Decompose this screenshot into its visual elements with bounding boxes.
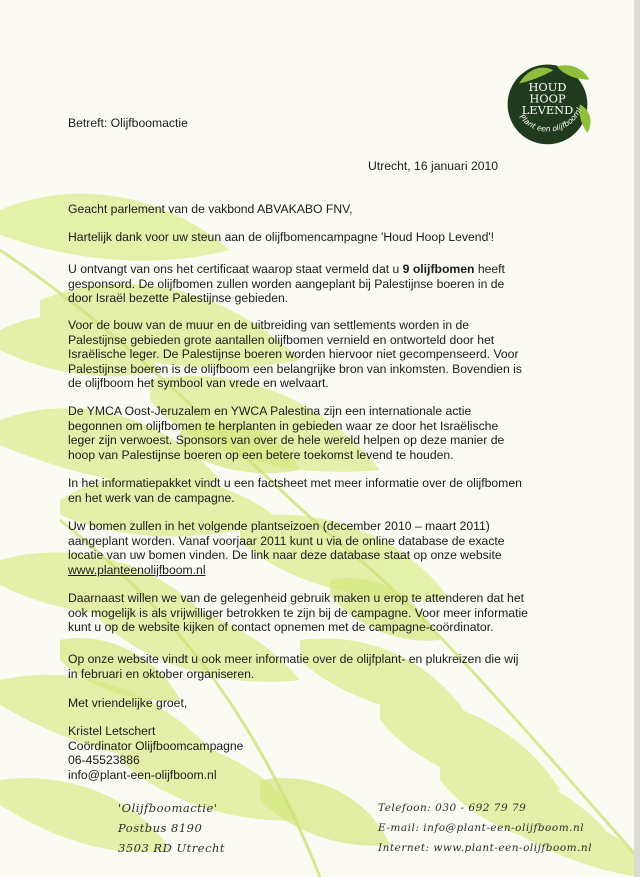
footer-contact [378, 798, 592, 858]
footer-email: E-mail: info@plant-een-olijfboom.nl [378, 822, 585, 834]
website-link[interactable]: www.planteenolijfboom.nl [68, 562, 206, 577]
tree-count: 9 olijfbomen [402, 262, 475, 276]
houd-hoop-levend-logo [500, 55, 595, 150]
footer-phone: Telefoon: 030 - 692 79 79 [378, 802, 527, 814]
paragraph-infopack [68, 476, 538, 505]
paragraph-line: In het informatiepakket vindt u een factsheet met meer informatie over de olijfbomen [68, 476, 522, 490]
paragraph-line: Voor de bouw van de muur en de uitbreiding van settlements worden in de [68, 318, 470, 332]
scan-edge [634, 0, 640, 877]
paragraph-thanks [68, 230, 538, 245]
footer-website: Internet: www.plant-een-olijfboom.nl [378, 842, 593, 854]
paragraph-line: Daarnaast willen we van de gelegenheid gebruik maken u erop te attenderen dat het [68, 591, 524, 605]
paragraph-line: en het werk van de campagne. [68, 490, 235, 505]
paragraph-context [68, 318, 538, 391]
line-text: U ontvangt van ons het certificaat waarop staat vermeld dat u [68, 262, 403, 276]
paragraph-volunteer [68, 591, 538, 635]
footer-org: 'Olijfboomactie' [118, 801, 218, 815]
paragraph-line [68, 262, 538, 277]
paragraph-line: in februari en oktober organiseren. [68, 666, 255, 681]
footer-address [118, 798, 225, 858]
paragraph-line: leger zijn verwoest. Sponsors van over de hele wereld helpen op deze manier de [68, 433, 505, 448]
paragraph-line: hoop van Palestijnse boeren op een betere toekomst levend te houden. [68, 447, 454, 462]
paragraph-certificate [68, 262, 538, 306]
paragraph-line: Op onze website vindt u ook meer informatie over de olijfplant- en plukreizen die wij [68, 652, 519, 666]
paragraph-line: door Israël bezette Palestijnse gebieden. [68, 291, 289, 306]
paragraph-line: Uw bomen zullen in het volgende plantseizoen (december 2010 – maart 2011) [68, 519, 490, 533]
line-text: heeft [474, 262, 505, 276]
signature-title: Coördinator Olijfboomcampagne [68, 738, 244, 753]
logo-line: HOOP [529, 91, 566, 106]
paragraph-planting [68, 519, 538, 577]
salutation: Geacht parlement van de vakbond ABVAKABO FNV, [68, 202, 353, 216]
paragraph-line: Hartelijk dank voor uw steun aan de olijfbomencampagne 'Houd Hoop Levend'! [68, 230, 495, 244]
paragraph-line: Palestijnse gebieden grote aantallen olijfbomen vernield en ontworteld door het [68, 332, 495, 347]
logo-line: LEVEND [521, 102, 574, 117]
paragraph-line: De YMCA Oost-Jeruzalem en YWCA Palestina zijn een internationale actie [68, 404, 472, 418]
closing: Met vriendelijke groet, [68, 696, 188, 710]
signature-email: info@plant-een-olijfboom.nl [68, 767, 217, 782]
paragraph-ymca [68, 404, 538, 462]
subject-line: Betreft: Olijfboomactie [68, 116, 188, 130]
paragraph-line: Palestijnse boeren is de olijfboom een belangrijke bron van inkomsten. Bovendien is [68, 361, 522, 376]
footer-postbus: Postbus 8190 [118, 821, 203, 835]
logo-slogan: Plant een olijfboom! [517, 105, 584, 134]
paragraph-line: begonnen om olijfbomen te herplanten in gebieden waar ze door het Israëlische [68, 418, 499, 433]
website-link-line [68, 563, 538, 578]
paragraph-line: ook mogelijk is als vrijwilliger betrokken te zijn bij de campagne. Voor meer informatie [68, 605, 528, 620]
paragraph-line: gesponsord. De olijfbomen zullen worden aangeplant bij Palestijnse boeren in de [68, 276, 505, 291]
footer-city: 3503 RD Utrecht [118, 841, 226, 855]
paragraph-line: aangeplant worden. Vanaf voorjaar 2011 kunt u via de online database de exacte [68, 533, 505, 548]
paragraph-line: kunt u op de website kijken of contact opnemen met de campagne-coördinator. [68, 620, 494, 635]
signature-block [68, 724, 538, 782]
paragraph-line: locatie van uw bomen vinden. De link naar deze database staat op onze website [68, 548, 502, 563]
paragraph-line: de olijfboom het symbool van vrede en welvaart. [68, 376, 329, 391]
paragraph-line: Israëlische leger. De Palestijnse boeren worden hiervoor niet gecompenseerd. Voor [68, 347, 519, 362]
logo-line: HOUD [528, 80, 567, 95]
letter-date: Utrecht, 16 januari 2010 [368, 159, 499, 173]
paragraph-trips [68, 652, 538, 681]
signature-name: Kristel Letschert [68, 724, 156, 738]
signature-phone: 06-45523886 [68, 753, 140, 768]
